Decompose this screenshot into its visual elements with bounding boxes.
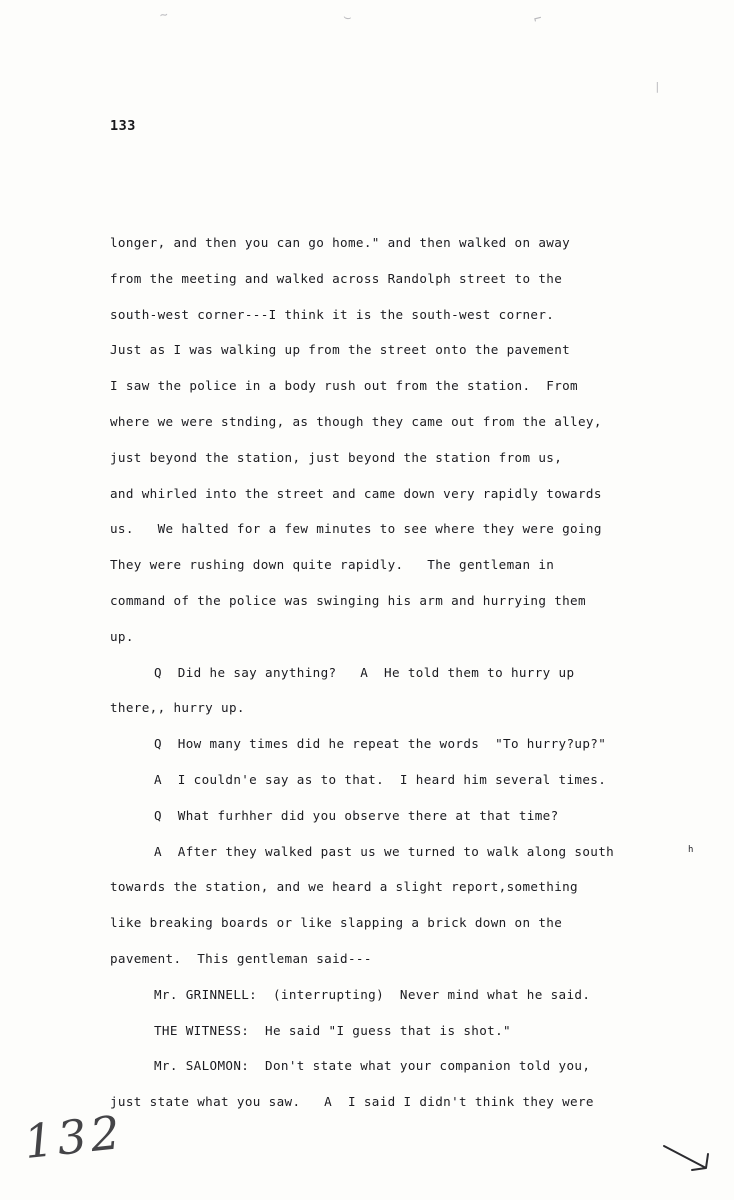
transcript-line: They were rushing down quite rapidly. The gentleman in — [110, 557, 555, 573]
transcript-line: THE WITNESS: He said "I guess that is shot." — [154, 1022, 511, 1038]
transcript-line: up. — [110, 628, 134, 644]
transcript-line: longer, and then you can go home." and then walked on away — [110, 235, 571, 250]
transcript-line: towards the station, and we heard a slight report,something — [110, 879, 578, 895]
transcript-line: us. We halted for a few minutes to see where they were going — [110, 521, 602, 537]
stray-typewriter-mark: h — [688, 845, 694, 855]
transcript-line: A I couldn'e say as to that. I heard him several times. — [154, 771, 607, 787]
transcript-line: just state what you saw. A I said I didn't think they were — [110, 1094, 594, 1110]
transcript-line: like breaking boards or like slapping a brick down on the — [110, 915, 563, 931]
scan-artifact-mark-1: ~ — [158, 7, 169, 24]
transcript-line: pavement. This gentleman said--- — [110, 950, 372, 966]
transcript-line: and whirled into the street and came down very rapidly towards — [110, 485, 602, 501]
scan-artifact-mark-3: ⌐ — [532, 11, 544, 28]
transcript-body — [110, 225, 710, 1120]
transcript-line: command of the police was swinging his arm and hurrying them — [110, 592, 586, 608]
transcript-line: Q How many times did he repeat the words "To hurry?up?" — [154, 736, 607, 752]
transcript-line: Just as I was walking up from the street onto the pavement — [110, 342, 571, 358]
transcript-line: A After they walked past us we turned to walk along south — [154, 843, 615, 859]
scan-artifact-mark-2: ⌣ — [341, 9, 353, 26]
transcript-line: there,, hurry up. — [110, 700, 245, 716]
transcript-line: Q What furhher did you observe there at that time? — [154, 807, 559, 823]
transcript-line: I saw the police in a body rush out from the station. From — [110, 378, 578, 394]
transcript-line: where we were stnding, as though they came out from the alley, — [110, 413, 602, 429]
pencil-annotation: 132 — [21, 1104, 127, 1170]
scan-artifact-mark-4: | — [654, 80, 661, 93]
pencil-checkmark-icon — [662, 1144, 712, 1172]
transcript-line: just beyond the station, just beyond the station from us, — [110, 449, 563, 465]
transcript-line: south-west corner---I think it is the south-west corner. — [110, 306, 555, 322]
transcript-line: Q Did he say anything? A He told them to hurry up — [154, 664, 575, 680]
transcript-line: Mr. SALOMON: Don't state what your companion told you, — [154, 1058, 591, 1074]
page-number: 133 — [110, 118, 136, 134]
transcript-line: from the meeting and walked across Randolph street to the — [110, 270, 563, 286]
transcript-line: Mr. GRINNELL: (interrupting) Never mind what he said. — [154, 986, 591, 1002]
